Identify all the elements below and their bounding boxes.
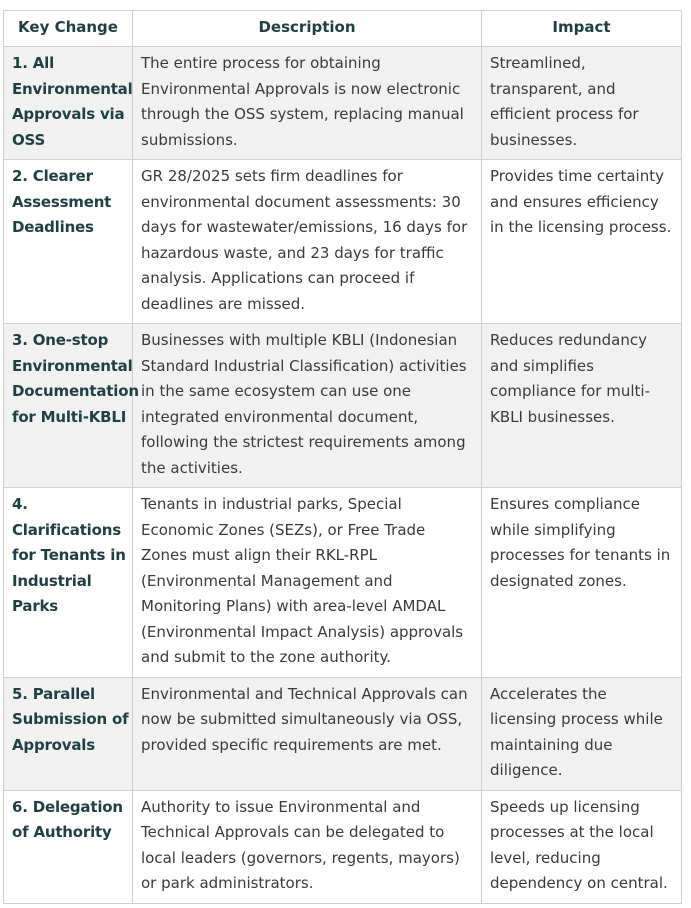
impact-cell: Speeds up licensing processes at the local level, reducing dependency on central. <box>482 790 682 903</box>
description-cell: GR 28/2025 sets firm deadlines for environmental document assessments: 30 days for wastewater/emissions, 16 days for hazardous waste, and 23 days for traffic analysis. Applications can proceed if deadlines are missed. <box>133 160 482 324</box>
impact-cell: Ensures compliance while simplifying processes for tenants in designated zones. <box>482 488 682 678</box>
impact-cell: Reduces redundancy and simplifies compliance for multi-KBLI businesses. <box>482 324 682 488</box>
table-row <box>4 677 682 790</box>
header-impact: Impact <box>482 11 682 47</box>
table-row <box>4 488 682 678</box>
key-change-cell: 5. Parallel Submission of Approvals <box>4 677 133 790</box>
header-key-change: Key Change <box>4 11 133 47</box>
header-description: Description <box>133 11 482 47</box>
impact-cell: Provides time certainty and ensures efficiency in the licensing process. <box>482 160 682 324</box>
description-cell: Tenants in industrial parks, Special Economic Zones (SEZs), or Free Trade Zones must align their RKL-RPL (Environmental Management and Monitoring Plans) with area-level AMDAL (Environmental Impact Analysis) approvals and submit to the zone authority. <box>133 488 482 678</box>
table-header-row <box>4 11 682 47</box>
key-change-cell: 3. One-stop Environmental Documentation for Multi-KBLI <box>4 324 133 488</box>
table-row <box>4 324 682 488</box>
key-change-cell: 4. Clarifications for Tenants in Industrial Parks <box>4 488 133 678</box>
key-change-cell: 2. Clearer Assessment Deadlines <box>4 160 133 324</box>
description-cell: Businesses with multiple KBLI (Indonesian Standard Industrial Classification) activities in the same ecosystem can use one integrated environmental document, following the strictest requirements among the activities. <box>133 324 482 488</box>
key-change-cell: 1. All Environmental Approvals via OSS <box>4 47 133 160</box>
key-change-cell: 6. Delegation of Authority <box>4 790 133 903</box>
key-changes-table <box>3 10 682 904</box>
table-row <box>4 790 682 903</box>
description-cell: Authority to issue Environmental and Technical Approvals can be delegated to local leaders (governors, regents, mayors) or park administrators. <box>133 790 482 903</box>
description-cell: Environmental and Technical Approvals can now be submitted simultaneously via OSS, provided specific requirements are met. <box>133 677 482 790</box>
key-changes-table-wrapper <box>3 10 682 904</box>
impact-cell: Streamlined, transparent, and efficient process for businesses. <box>482 47 682 160</box>
impact-cell: Accelerates the licensing process while maintaining due diligence. <box>482 677 682 790</box>
table-row <box>4 160 682 324</box>
description-cell: The entire process for obtaining Environmental Approvals is now electronic through the OSS system, replacing manual submissions. <box>133 47 482 160</box>
table-row <box>4 47 682 160</box>
